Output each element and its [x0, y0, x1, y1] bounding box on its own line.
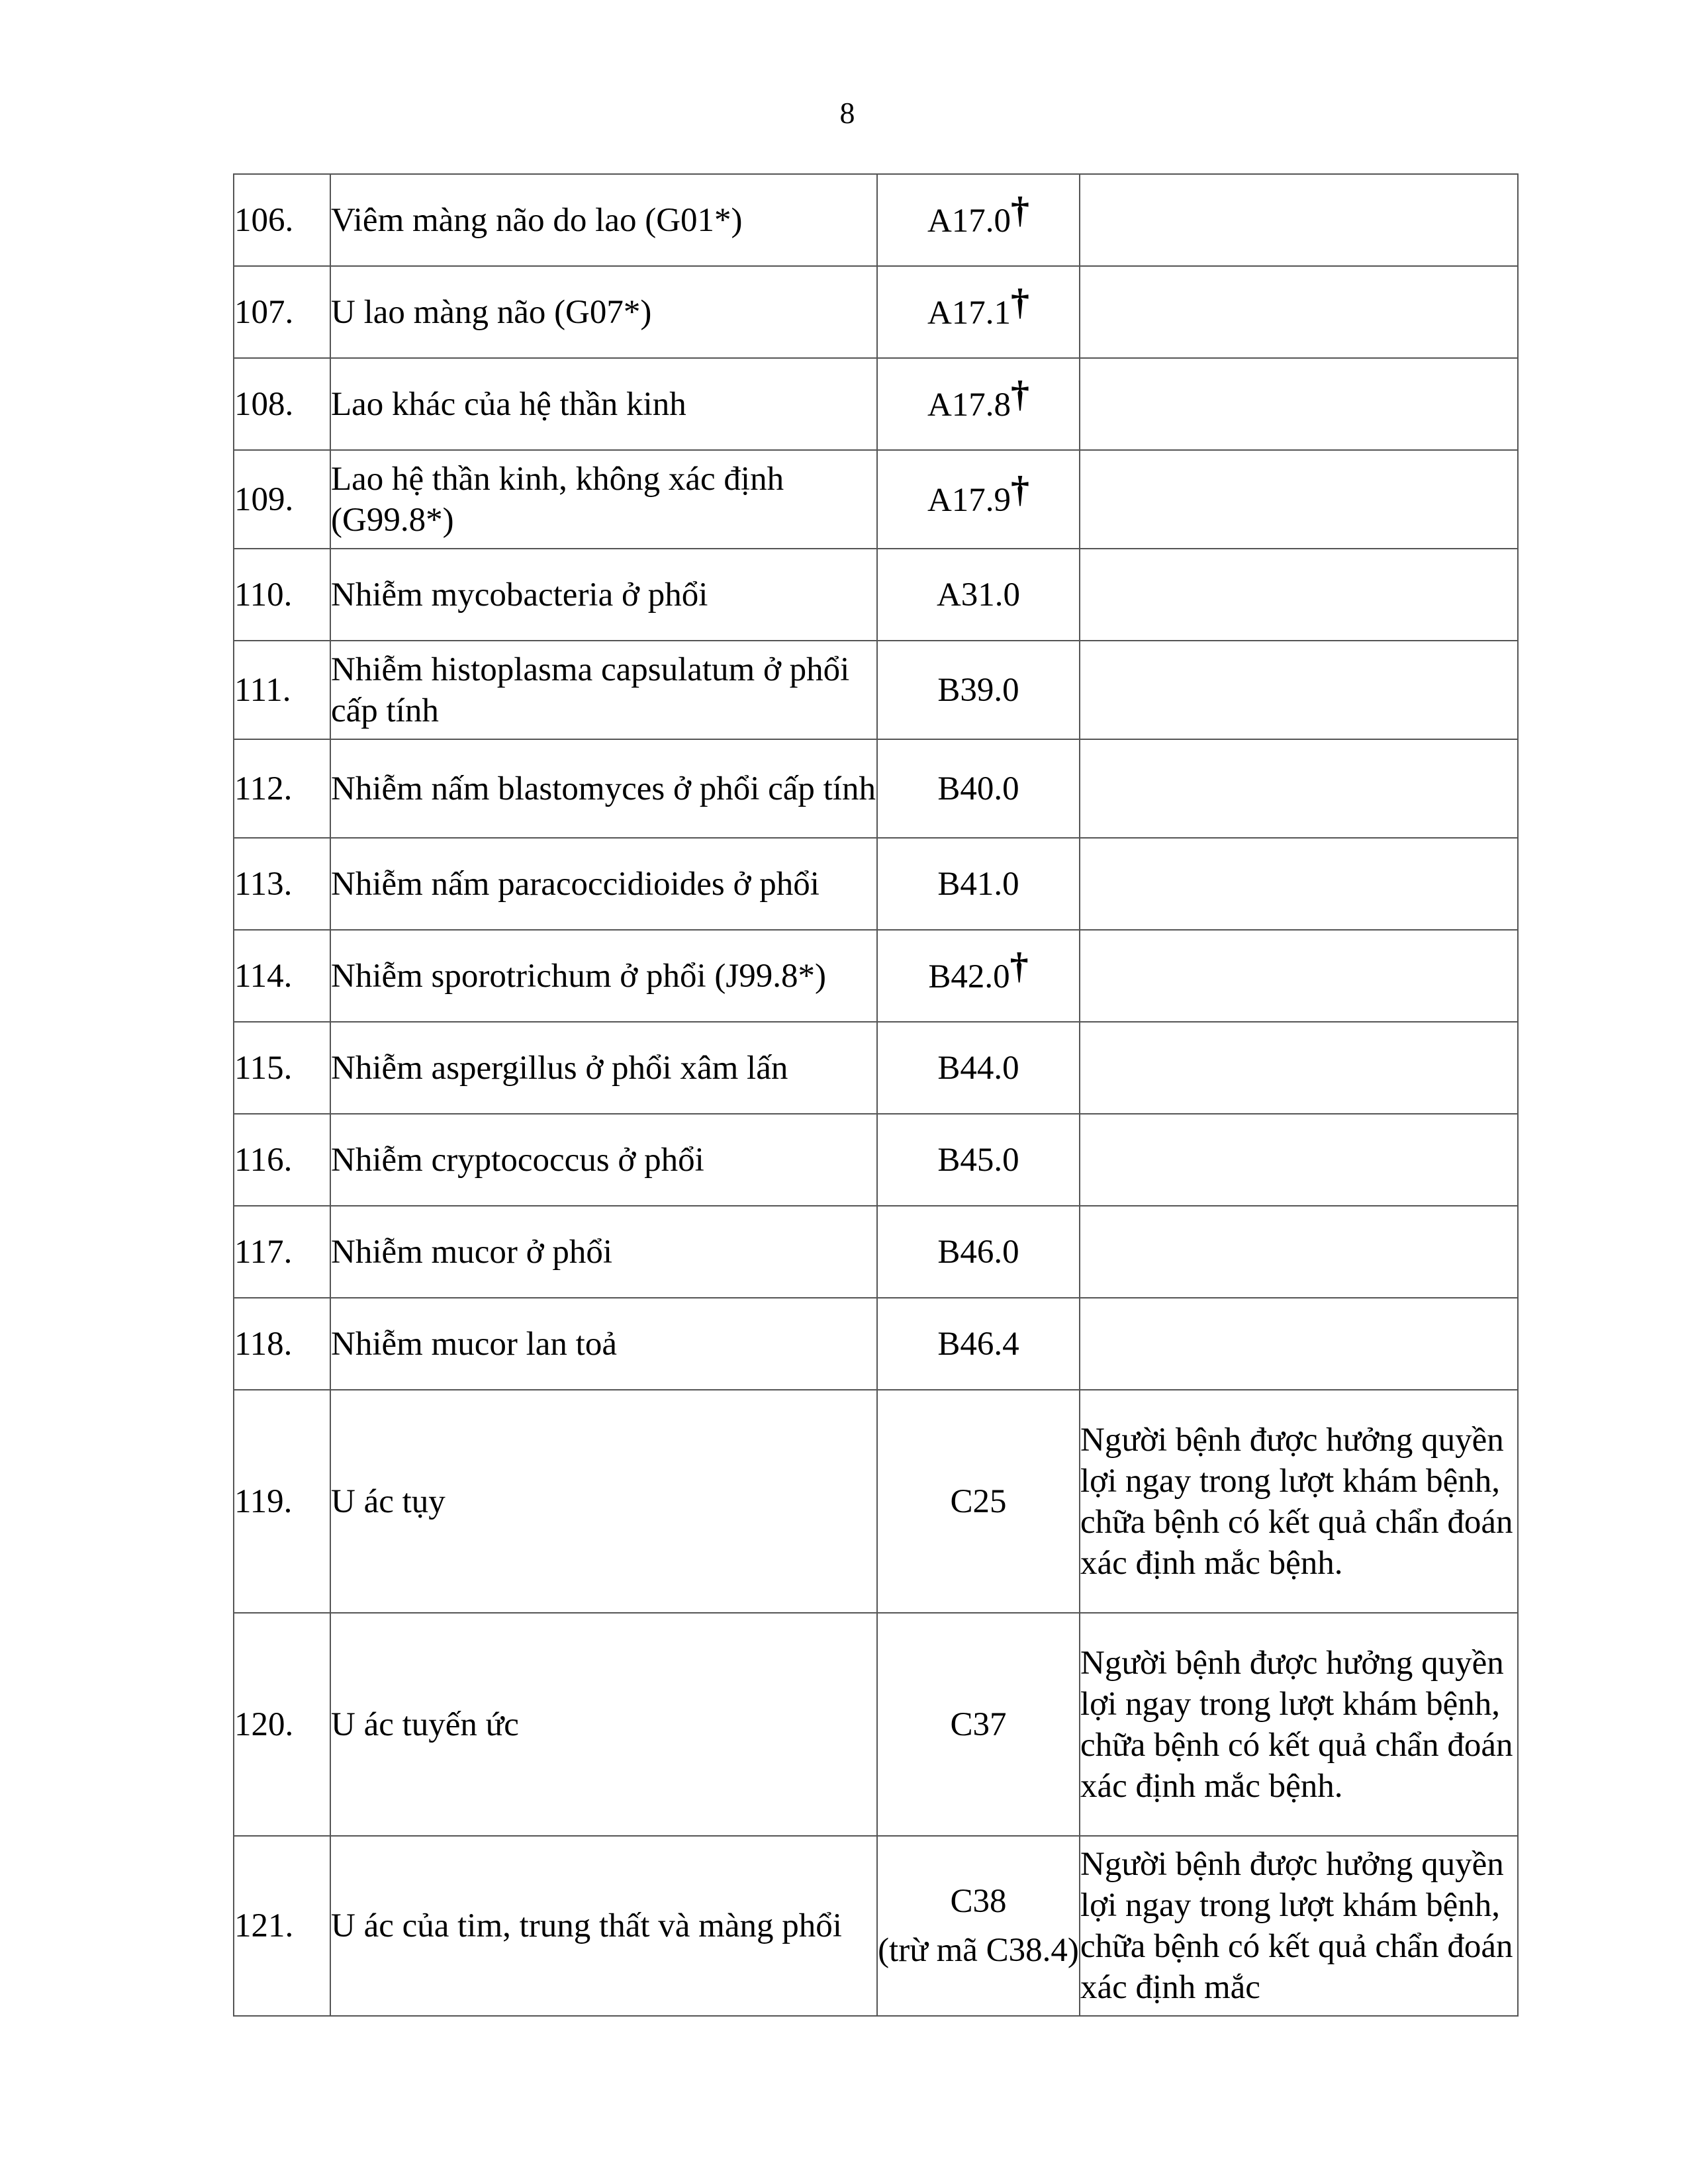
- row-number: 117.: [234, 1206, 330, 1298]
- disease-name: Viêm màng não do lao (G01*): [330, 174, 877, 266]
- icd-code: B39.0: [937, 671, 1019, 709]
- row-number: 110.: [234, 549, 330, 641]
- icd-code-cell: [877, 450, 1080, 549]
- note: [1080, 174, 1518, 266]
- disease-name: U ác tụy: [330, 1390, 877, 1613]
- disease-name: U lao màng não (G07*): [330, 266, 877, 358]
- icd-code: B41.0: [937, 865, 1019, 903]
- dagger-mark: †: [1011, 281, 1030, 323]
- disease-name: Nhiễm cryptococcus ở phổi: [330, 1114, 877, 1206]
- dagger-mark: †: [1011, 469, 1030, 510]
- row-number: 118.: [234, 1298, 330, 1390]
- note: [1080, 739, 1518, 838]
- dagger-mark: †: [1011, 373, 1030, 415]
- note: [1080, 549, 1518, 641]
- disease-name: Nhiễm histoplasma capsulatum ở phổi cấp tính: [330, 641, 877, 739]
- icd-code-cell: [877, 641, 1080, 739]
- icd-code-cell: [877, 1836, 1080, 2016]
- note: [1080, 450, 1518, 549]
- disease-table: [233, 173, 1519, 2017]
- note: Người bệnh được hưởng quyền lợi ngay trong lượt khám bệnh, chữa bệnh có kết quả chẩn đoán xác định mắc: [1080, 1836, 1518, 2016]
- dagger-mark: †: [1011, 189, 1030, 231]
- icd-code: A17.0: [927, 202, 1011, 240]
- disease-name: Nhiễm mucor ở phổi: [330, 1206, 877, 1298]
- note: [1080, 1298, 1518, 1390]
- icd-code-cell: [877, 549, 1080, 641]
- table-row: [234, 1613, 1518, 1836]
- row-number: 109.: [234, 450, 330, 549]
- note: Người bệnh được hưởng quyền lợi ngay trong lượt khám bệnh, chữa bệnh có kết quả chẩn đoán xác định mắc bệnh.: [1080, 1390, 1518, 1613]
- table-row: [234, 739, 1518, 838]
- disease-name: Nhiễm nấm paracoccidioides ở phổi: [330, 838, 877, 930]
- icd-code-cell: [877, 1613, 1080, 1836]
- icd-code-cell: [877, 739, 1080, 838]
- icd-code: B44.0: [937, 1049, 1019, 1087]
- page-number: 8: [839, 96, 855, 130]
- icd-code: B40.0: [937, 770, 1019, 807]
- disease-name: Nhiễm nấm blastomyces ở phổi cấp tính: [330, 739, 877, 838]
- table-row: [234, 549, 1518, 641]
- table-row: [234, 266, 1518, 358]
- note: [1080, 266, 1518, 358]
- note: [1080, 1206, 1518, 1298]
- row-number: 121.: [234, 1836, 330, 2016]
- icd-code-cell: [877, 174, 1080, 266]
- note: [1080, 1022, 1518, 1114]
- table-row: [234, 1206, 1518, 1298]
- table-row: [234, 1836, 1518, 2016]
- icd-code: C38: [950, 1883, 1007, 1920]
- icd-code: C25: [950, 1482, 1007, 1520]
- row-number: 113.: [234, 838, 330, 930]
- table-row: [234, 641, 1518, 739]
- note: [1080, 1114, 1518, 1206]
- note: [1080, 838, 1518, 930]
- table-row: [234, 930, 1518, 1022]
- disease-name: Nhiễm aspergillus ở phổi xâm lấn: [330, 1022, 877, 1114]
- row-number: 107.: [234, 266, 330, 358]
- table-row: [234, 358, 1518, 450]
- row-number: 111.: [234, 641, 330, 739]
- icd-code-cell: [877, 1022, 1080, 1114]
- icd-code: C37: [950, 1706, 1007, 1743]
- icd-code: B46.0: [937, 1233, 1019, 1271]
- note: Người bệnh được hưởng quyền lợi ngay trong lượt khám bệnh, chữa bệnh có kết quả chẩn đoán xác định mắc bệnh.: [1080, 1613, 1518, 1836]
- note: [1080, 358, 1518, 450]
- disease-name: U ác tuyến ức: [330, 1613, 877, 1836]
- dagger-mark: †: [1009, 945, 1029, 987]
- table-row: [234, 1022, 1518, 1114]
- table-row: [234, 1114, 1518, 1206]
- note: [1080, 930, 1518, 1022]
- icd-code-cell: [877, 1298, 1080, 1390]
- disease-name: Nhiễm mucor lan toả: [330, 1298, 877, 1390]
- row-number: 120.: [234, 1613, 330, 1836]
- row-number: 112.: [234, 739, 330, 838]
- table-row: [234, 1298, 1518, 1390]
- disease-name: Lao khác của hệ thần kinh: [330, 358, 877, 450]
- icd-code: B42.0: [928, 958, 1010, 995]
- disease-name: Nhiễm sporotrichum ở phổi (J99.8*): [330, 930, 877, 1022]
- row-number: 106.: [234, 174, 330, 266]
- table-row: [234, 1390, 1518, 1613]
- row-number: 116.: [234, 1114, 330, 1206]
- icd-code-cell: [877, 1390, 1080, 1613]
- row-number: 115.: [234, 1022, 330, 1114]
- icd-code: A17.8: [927, 386, 1011, 424]
- row-number: 119.: [234, 1390, 330, 1613]
- icd-code-cell: [877, 930, 1080, 1022]
- disease-name: Nhiễm mycobacteria ở phổi: [330, 549, 877, 641]
- icd-code: B46.4: [937, 1325, 1019, 1363]
- icd-code-cell: [877, 1114, 1080, 1206]
- icd-code: A17.1: [927, 294, 1011, 332]
- icd-code-cell: [877, 358, 1080, 450]
- icd-code-exclusion: (trừ mã C38.4): [878, 1932, 1079, 1969]
- icd-code: A31.0: [936, 576, 1021, 614]
- row-number: 108.: [234, 358, 330, 450]
- icd-code-cell: [877, 266, 1080, 358]
- note: [1080, 641, 1518, 739]
- table-row: [234, 450, 1518, 549]
- table-row: [234, 174, 1518, 266]
- icd-code: A17.9: [927, 481, 1011, 519]
- icd-code-cell: [877, 1206, 1080, 1298]
- disease-name: U ác của tim, trung thất và màng phổi: [330, 1836, 877, 2016]
- row-number: 114.: [234, 930, 330, 1022]
- icd-code: B45.0: [937, 1141, 1019, 1179]
- disease-name: Lao hệ thần kinh, không xác định (G99.8*): [330, 450, 877, 549]
- table-row: [234, 838, 1518, 930]
- icd-code-cell: [877, 838, 1080, 930]
